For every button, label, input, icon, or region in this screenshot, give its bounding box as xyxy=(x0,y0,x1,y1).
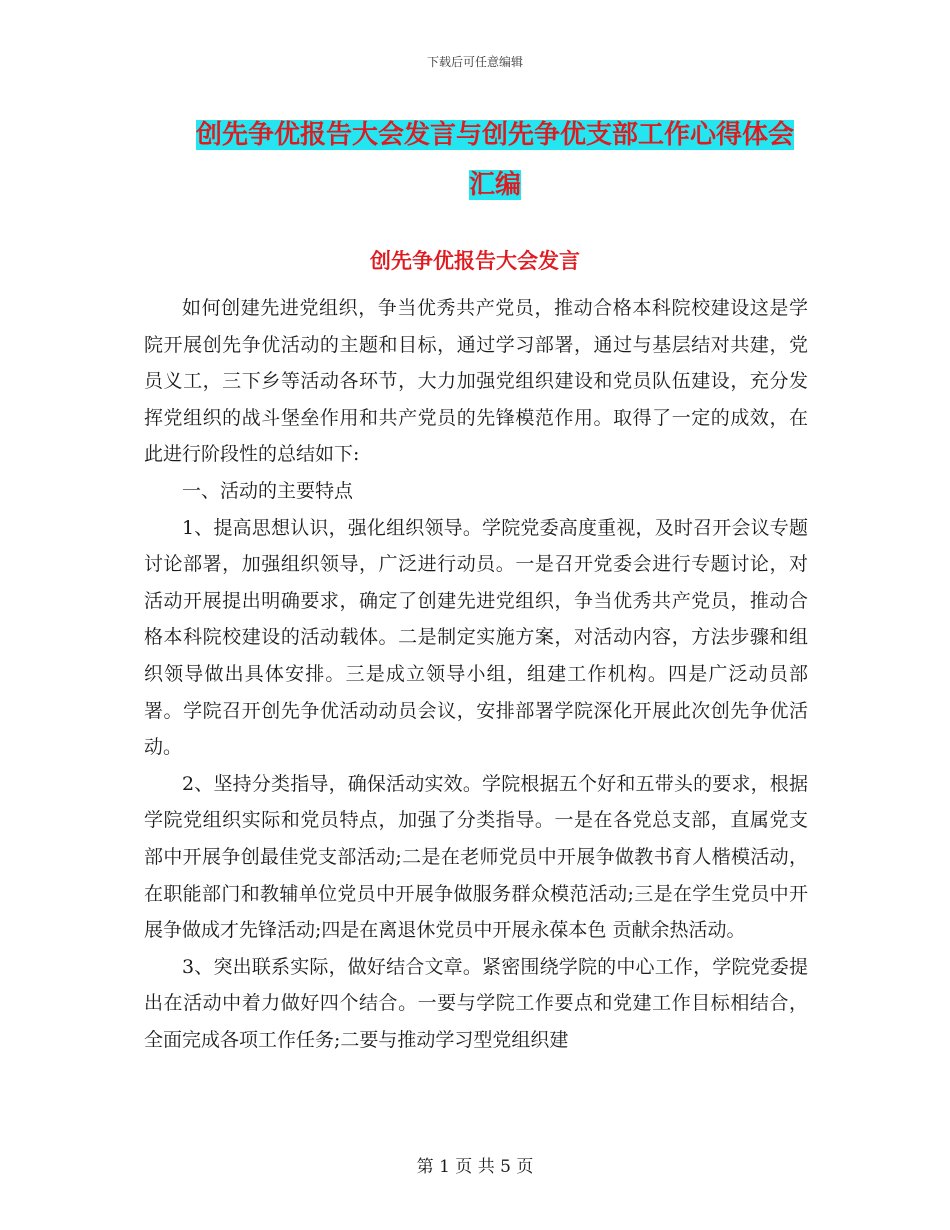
document-title-line-2: 汇编 xyxy=(468,170,521,200)
paragraph-point-1: 1、提高思想认识，强化组织领导。学院党委高度重视，及时召开会议专题讨论部署，加强组织领导，广泛进行动员。一是召开党委会进行专题讨论，对活动开展提出明确要求，确定了创建先进党组织，争当优秀共产党员，推动合格本科院校建设的活动载体。二是制定实施方案，对活动内容，方法步骤和组织领导做出具体安排。三是成立领导小组，组建工作机构。四是广泛动员部署。学院召开创先争优活动动员会议，安排部署学院深化开展此次创先争优活动。 xyxy=(144,516,808,759)
section-heading: 创先争优报告大会发言 xyxy=(370,249,580,273)
page-number-footer: 第 1 页 共 5 页 xyxy=(416,1157,534,1177)
paragraph-intro: 如何创建先进党组织，争当优秀共产党员，推动合格本科院校建设这是学院开展创先争优活动的主题和目标，通过学习部署，通过与基层结对共建，党员义工，三下乡等活动各环节，大力加强党组织建设和党员队伍建设，充分发挥党组织的战斗堡垒作用和共产党员的先锋模范作用。取得了一定的成效，在此进行阶段性的总结如下: xyxy=(144,297,808,466)
paragraph-subheading: 一、活动的主要特点 xyxy=(182,479,354,502)
document-body xyxy=(144,290,808,1058)
document-title xyxy=(150,110,840,210)
paragraph-point-3: 3、突出联系实际，做好结合文章。紧密围绕学院的中心工作，学院党委提出在活动中着力做好四个结合。一要与学院工作要点和党建工作目标相结合，全面完成各项工作任务;二要与推动学习型党组织建 xyxy=(144,955,808,1051)
document-title-line-1: 创先争优报告大会发言与创先争优支部工作心得体会 xyxy=(195,120,794,150)
paragraph-point-2: 2、坚持分类指导，确保活动实效。学院根据五个好和五带头的要求，根据学院党组织实际和党员特点，加强了分类指导。一是在各党总支部，直属党支部中开展争创最佳党支部活动;二是在老师党员中开展争做教书育人楷模活动，在职能部门和教辅单位党员中开展争做服务群众模范活动;三是在学生党员中开展争做成才先锋活动;四是在离退休党员中开展永葆本色 贡献余热活动。 xyxy=(144,772,808,942)
page-header-note: 下载后可任意编辑 xyxy=(426,55,523,69)
